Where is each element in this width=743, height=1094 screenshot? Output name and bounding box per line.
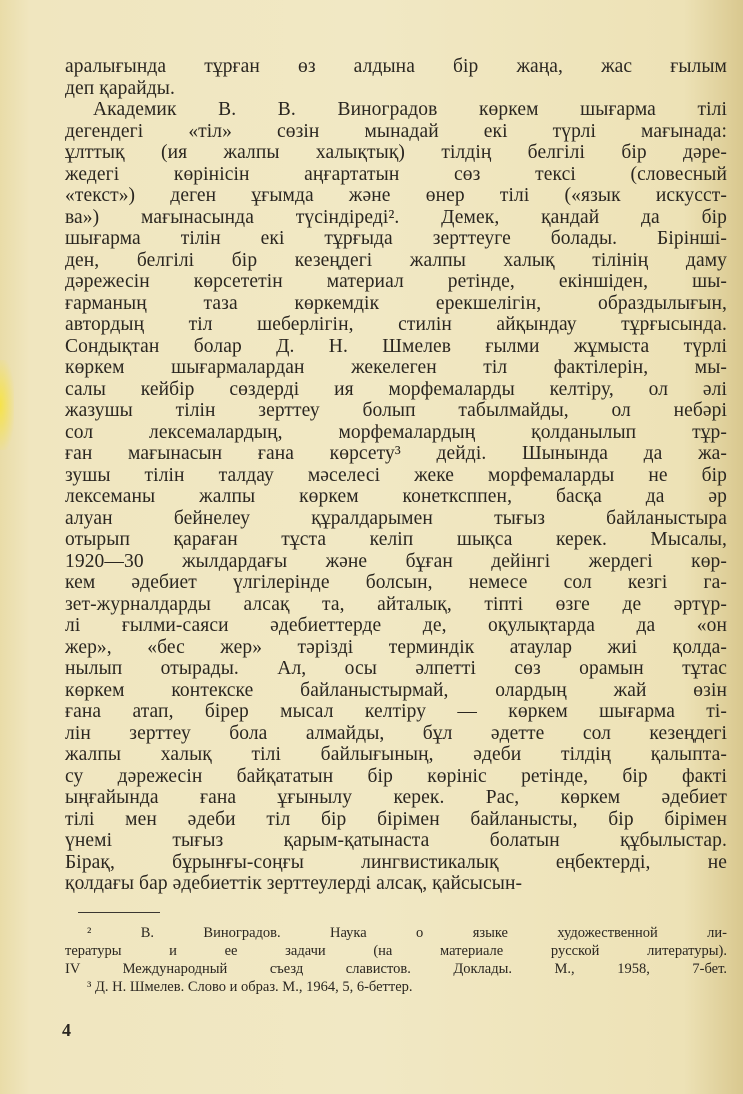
text-line: лі ғылми-саяси әдебиеттерде де, оқулықтарда да «он	[65, 615, 727, 636]
text-line: отырып қараған тұста келіп шықса керек. Мысалы,	[65, 529, 727, 550]
text-line: жер», «бес жер» тәрізді терминдік атаулар жиі қолда-	[65, 636, 727, 658]
text-line: ған мағынасын ғана көрсету³ дейді. Шынында да жа-	[65, 443, 727, 464]
text-line: көркем контекске байланыстырмай, олардың жай өзін	[65, 679, 727, 701]
text-line: Бірақ, бұрынғы-соңғы лингвистикалық еңбектерді, не	[65, 851, 727, 873]
text-line: Сондықтан болар Д. Н. Шмелев ғылми жұмыста түрлі	[65, 335, 727, 357]
page-stain	[0, 360, 14, 450]
footnotes	[65, 924, 727, 996]
text-line: жедегі көрінісін аңғартатын сөз тексі (словесный	[65, 163, 727, 185]
text-line: жалпы халық тілі байлығының, әдеби тілдің қалыпта-	[65, 744, 727, 765]
text-line: ғана атап, бірер мысал келтіру — көркем шығарма ті-	[65, 701, 727, 722]
text-line: тілі мен әдеби тіл бір бірімен байланысты, бір бірімен	[65, 808, 727, 830]
footnote-line: IV Международный съезд славистов. Доклады. М., 1958, 7-бет.	[65, 961, 727, 977]
text-line: зушы тілін талдау мәселесі жеке морфемаларды не бір	[65, 464, 727, 486]
text-line: үнемі тығыз қарым-қатынаста болатын құбылыстар.	[65, 830, 727, 851]
text-line: ва») мағынасында түсіндіреді². Демек, қандай да бір	[65, 206, 727, 228]
text-line: ыңғайында ғана ұғынылу керек. Рас, көркем әдебиет	[65, 787, 727, 808]
text-line: «текст») деген ұғымда және өнер тілі («язык искусст-	[65, 185, 727, 206]
text-line: лін зерттеу бола алмайды, бұл әдетте сол кезеңдегі	[65, 722, 727, 744]
text-line: көркем шығармалардан жекелеген тіл фактілерін, мы-	[65, 357, 727, 378]
text-line: су дәрежесін байқататын бір көрініс ретінде, бір факті	[65, 765, 727, 787]
text-line: ден, белгілі бір кезеңдегі жалпы халық тілінің даму	[65, 249, 727, 271]
text-line: шығарма тілін екі тұрғыда зерттеуге болады. Біріншi-	[65, 228, 727, 249]
text-line: ғарманың таза көркемдік ерекшелігін, образдылығын,	[65, 292, 727, 314]
text-line: алуан бейнелеу құралдарымен тығыз байланыстыра	[65, 507, 727, 529]
text-line: дегендегі «тіл» сөзін мынадай екі түрлі мағынада:	[65, 120, 727, 142]
text-line: деп қарайды.	[65, 77, 175, 99]
text-line: нылып отырады. Ал, осы әлпетті сөз орамын тұтас	[65, 658, 727, 679]
page-number: 4	[62, 1020, 71, 1040]
footnote-divider	[78, 912, 160, 913]
text-line: Академик В. В. Виноградов көркем шығарма тілі	[93, 99, 727, 120]
text-line: кем әдебиет үлгілерінде болсын, немесе сол кезгі га-	[65, 572, 727, 593]
text-line: қолдағы бар әдебиеттік зерттеулерді алсақ, қайсысын-	[65, 873, 523, 894]
text-line: зет-журналдарды алсақ та, айталық, тіпті өзге де әртүр-	[65, 593, 727, 615]
footnote-line: ³ Д. Н. Шмелев. Слово и образ. М., 1964, 5, 6-беттер.	[87, 979, 413, 995]
text-line: дәрежесін көрсететін материал ретінде, екіншіден, шы-	[65, 271, 727, 292]
main-text	[65, 56, 727, 895]
text-line: автордың тіл шеберлігін, стилін айқындау тұрғысында.	[65, 314, 727, 335]
text-line: сол лексемалардың, морфемалардың қолданылып тұр-	[65, 421, 727, 443]
text-line: ұлттық (ия жалпы халықтық) тілдің белгілі бір дәре-	[65, 142, 727, 163]
text-line: лексеманы жалпы көркем конетксппен, басқа да әр	[65, 486, 727, 507]
text-line: аралығында тұрған өз алдына бір жаңа, жас ғылым	[65, 56, 727, 77]
text-line: 1920—30 жылдардағы және бұған дейінгі жердегі көр-	[65, 550, 727, 572]
footnote-line: ² В. Виноградов. Наука о языке художественной ли-	[87, 925, 727, 941]
footnote-line: тературы и ее задачи (на материале русской литературы).	[65, 943, 727, 959]
text-line: жазушы тілін зерттеу болып табылмайды, ол небәрі	[65, 400, 727, 421]
text-line: салы кейбір сөздерді ия морфемаларды келтіру, ол әлі	[65, 378, 727, 400]
